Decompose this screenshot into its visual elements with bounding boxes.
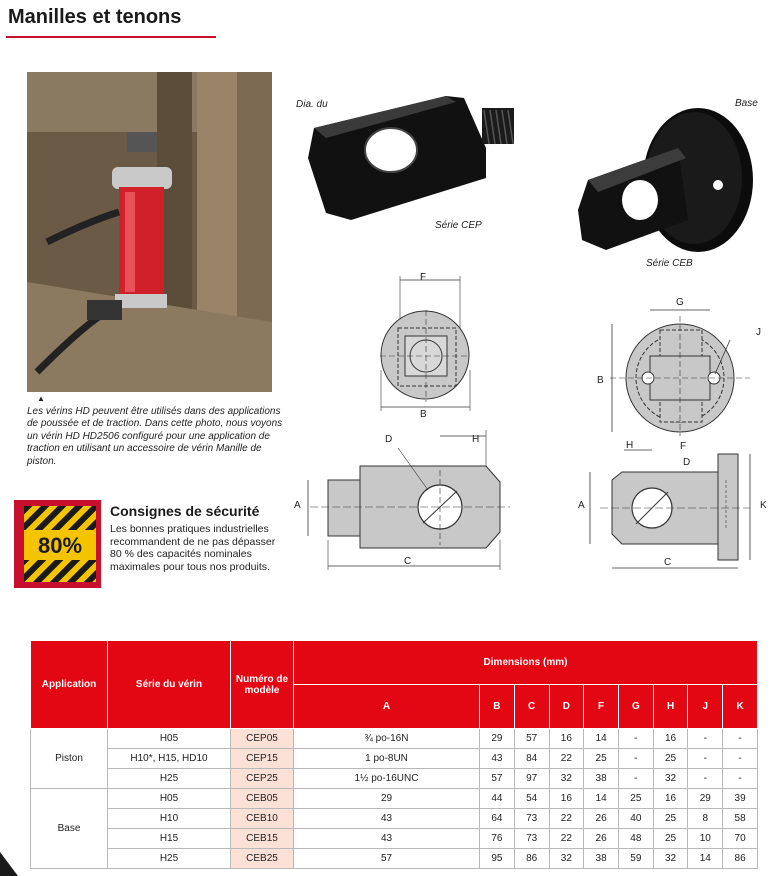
technical-drawings — [290, 270, 777, 580]
dimensions-table — [30, 640, 758, 869]
dimension-cell: 38 — [584, 849, 619, 869]
series-cell: H05 — [108, 729, 231, 749]
safety-text: Les bonnes pratiques industrielles recommandent de ne pas dépasser 80 % des capacités nominales maximales pour tous nos produits. — [110, 523, 276, 573]
dimension-cell: 57 — [294, 849, 480, 869]
dimension-cell: 16 — [549, 789, 584, 809]
dimension-cell: 59 — [618, 849, 653, 869]
dimension-cell: 16 — [549, 729, 584, 749]
series-cell: H15 — [108, 829, 231, 849]
series-cell: H10*, H15, HD10 — [108, 749, 231, 769]
ceb-render — [568, 100, 768, 265]
cep-side-view — [308, 430, 510, 570]
dimension-cell: 25 — [653, 809, 688, 829]
header-dimensions: Dimensions (mm) — [294, 641, 758, 685]
dimension-cell: - — [723, 729, 758, 749]
header-col-h: H — [653, 685, 688, 729]
ceb-label-top: Base — [735, 98, 758, 109]
dimension-cell: 39 — [723, 789, 758, 809]
dimension-cell: 25 — [653, 749, 688, 769]
dimension-cell: 1 po-8UN — [294, 749, 480, 769]
cep-end-view — [380, 276, 470, 411]
series-cell: H25 — [108, 769, 231, 789]
model-cell: CEB05 — [231, 789, 294, 809]
dim-label-g-ceb: G — [676, 297, 684, 308]
dimension-cell: 22 — [549, 809, 584, 829]
dim-label-a-cep: A — [294, 500, 301, 511]
header-col-j: J — [688, 685, 723, 729]
dimension-cell: 29 — [480, 729, 515, 749]
model-cell: CEP05 — [231, 729, 294, 749]
dimension-cell: 57 — [514, 729, 549, 749]
dimension-cell: 32 — [653, 849, 688, 869]
dimension-cell: - — [618, 749, 653, 769]
dim-label-b-ceb: B — [597, 375, 604, 386]
ceb-series-label: Série CEB — [646, 258, 693, 269]
dimension-cell: 29 — [688, 789, 723, 809]
dimension-cell: 32 — [549, 849, 584, 869]
dimension-cell: 54 — [514, 789, 549, 809]
dimension-cell: 43 — [294, 809, 480, 829]
dimension-cell: 14 — [688, 849, 723, 869]
safety-title: Consignes de sécurité — [110, 503, 260, 519]
application-cell: Base — [31, 789, 108, 869]
model-cell: CEB10 — [231, 809, 294, 829]
dimension-cell: 25 — [618, 789, 653, 809]
dimension-cell: 44 — [480, 789, 515, 809]
header-col-f: F — [584, 685, 619, 729]
dimension-cell: 57 — [480, 769, 515, 789]
ceb-end-view — [610, 310, 750, 436]
application-cell: Piston — [31, 729, 108, 789]
dimension-cell: 32 — [549, 769, 584, 789]
dim-label-d-cep: D — [385, 434, 393, 445]
series-cell: H25 — [108, 849, 231, 869]
dimension-cell: 86 — [723, 849, 758, 869]
header-col-b: B — [480, 685, 515, 729]
dimension-cell: 73 — [514, 829, 549, 849]
dimension-cell: - — [618, 769, 653, 789]
caption-marker-icon: ▲ — [37, 394, 45, 403]
dimension-cell: 26 — [584, 829, 619, 849]
photo-caption — [27, 393, 289, 468]
ceb-side-view — [590, 450, 750, 568]
hazard-badge — [24, 506, 96, 582]
header-application: Application — [31, 641, 108, 729]
table-row — [31, 789, 758, 809]
dimension-cell: 14 — [584, 729, 619, 749]
dimension-cell: - — [723, 769, 758, 789]
dimension-cell: 16 — [653, 729, 688, 749]
dim-label-d-ceb: D — [683, 457, 691, 468]
dim-label-c-cep: C — [404, 556, 412, 567]
header-col-c: C — [514, 685, 549, 729]
dimension-cell: 73 — [514, 809, 549, 829]
dimension-cell: 22 — [549, 749, 584, 769]
dimension-cell: 14 — [584, 789, 619, 809]
model-cell: CEB25 — [231, 849, 294, 869]
dimension-cell: 84 — [514, 749, 549, 769]
dim-label-c-ceb: C — [664, 557, 672, 568]
dim-label-b-cep: B — [420, 409, 427, 420]
cep-render — [296, 88, 526, 233]
page-title: Manilles et tenons — [8, 6, 182, 28]
cep-series-label: Série CEP — [435, 220, 482, 231]
dimension-cell: - — [723, 749, 758, 769]
dimension-cell: 43 — [294, 829, 480, 849]
dimension-cell: - — [688, 769, 723, 789]
dim-label-j-ceb: J — [756, 327, 761, 338]
header-col-d: D — [549, 685, 584, 729]
series-cell: H05 — [108, 789, 231, 809]
dimension-cell: - — [618, 729, 653, 749]
table-row — [31, 809, 758, 829]
model-cell: CEP15 — [231, 749, 294, 769]
header-model: Numéro de modèle — [231, 641, 294, 729]
dim-label-h-ceb: H — [626, 440, 634, 451]
dim-label-f-cep: F — [420, 272, 427, 283]
corner-decoration — [0, 852, 18, 876]
dimension-cell: 29 — [294, 789, 480, 809]
dimension-cell: 95 — [480, 849, 515, 869]
header-col-g: G — [618, 685, 653, 729]
dimension-cell: 32 — [653, 769, 688, 789]
dimension-cell: 16 — [653, 789, 688, 809]
dim-label-h-cep: H — [472, 434, 480, 445]
dim-label-f-ceb: F — [680, 441, 687, 452]
header-col-k: K — [723, 685, 758, 729]
dimension-cell: 22 — [549, 829, 584, 849]
dimension-cell: 97 — [514, 769, 549, 789]
table-row — [31, 769, 758, 789]
header-col-a: A — [294, 685, 480, 729]
caption-text: Les vérins HD peuvent être utilisés dans des applications de poussée et de traction. Dans cette photo, nous voyons un vérin HD HD2506 configuré pour une application de traction en utilisant un accessoire de vérin Manille de piston. — [27, 405, 283, 467]
dimension-cell: ¾ po-16N — [294, 729, 480, 749]
header-series: Série du vérin — [108, 641, 231, 729]
dimension-cell: 26 — [584, 809, 619, 829]
dimension-cell: 86 — [514, 849, 549, 869]
dimension-cell: 38 — [584, 769, 619, 789]
model-cell: CEB15 — [231, 829, 294, 849]
table-row — [31, 829, 758, 849]
series-cell: H10 — [108, 809, 231, 829]
table-row — [31, 729, 758, 749]
dimension-cell: 58 — [723, 809, 758, 829]
dimension-cell: 40 — [618, 809, 653, 829]
table-row — [31, 749, 758, 769]
application-photo — [27, 72, 272, 392]
dimension-cell: 70 — [723, 829, 758, 849]
safety-badge-text: 80% — [37, 533, 83, 558]
dim-label-k-ceb: K — [760, 500, 767, 511]
dimension-cell: 8 — [688, 809, 723, 829]
model-cell: CEP25 — [231, 769, 294, 789]
cep-label-top: Dia. du — [296, 99, 328, 110]
dimension-cell: 76 — [480, 829, 515, 849]
dimension-cell: 64 — [480, 809, 515, 829]
table-row — [31, 849, 758, 869]
dimension-cell: - — [688, 749, 723, 769]
dimension-cell: 1½ po-16UNC — [294, 769, 480, 789]
dim-label-a-ceb: A — [578, 500, 585, 511]
dimension-cell: 10 — [688, 829, 723, 849]
title-underline — [6, 36, 216, 38]
dimension-cell: 25 — [584, 749, 619, 769]
dimension-cell: - — [688, 729, 723, 749]
dimension-cell: 48 — [618, 829, 653, 849]
dimension-cell: 25 — [653, 829, 688, 849]
dimension-cell: 43 — [480, 749, 515, 769]
